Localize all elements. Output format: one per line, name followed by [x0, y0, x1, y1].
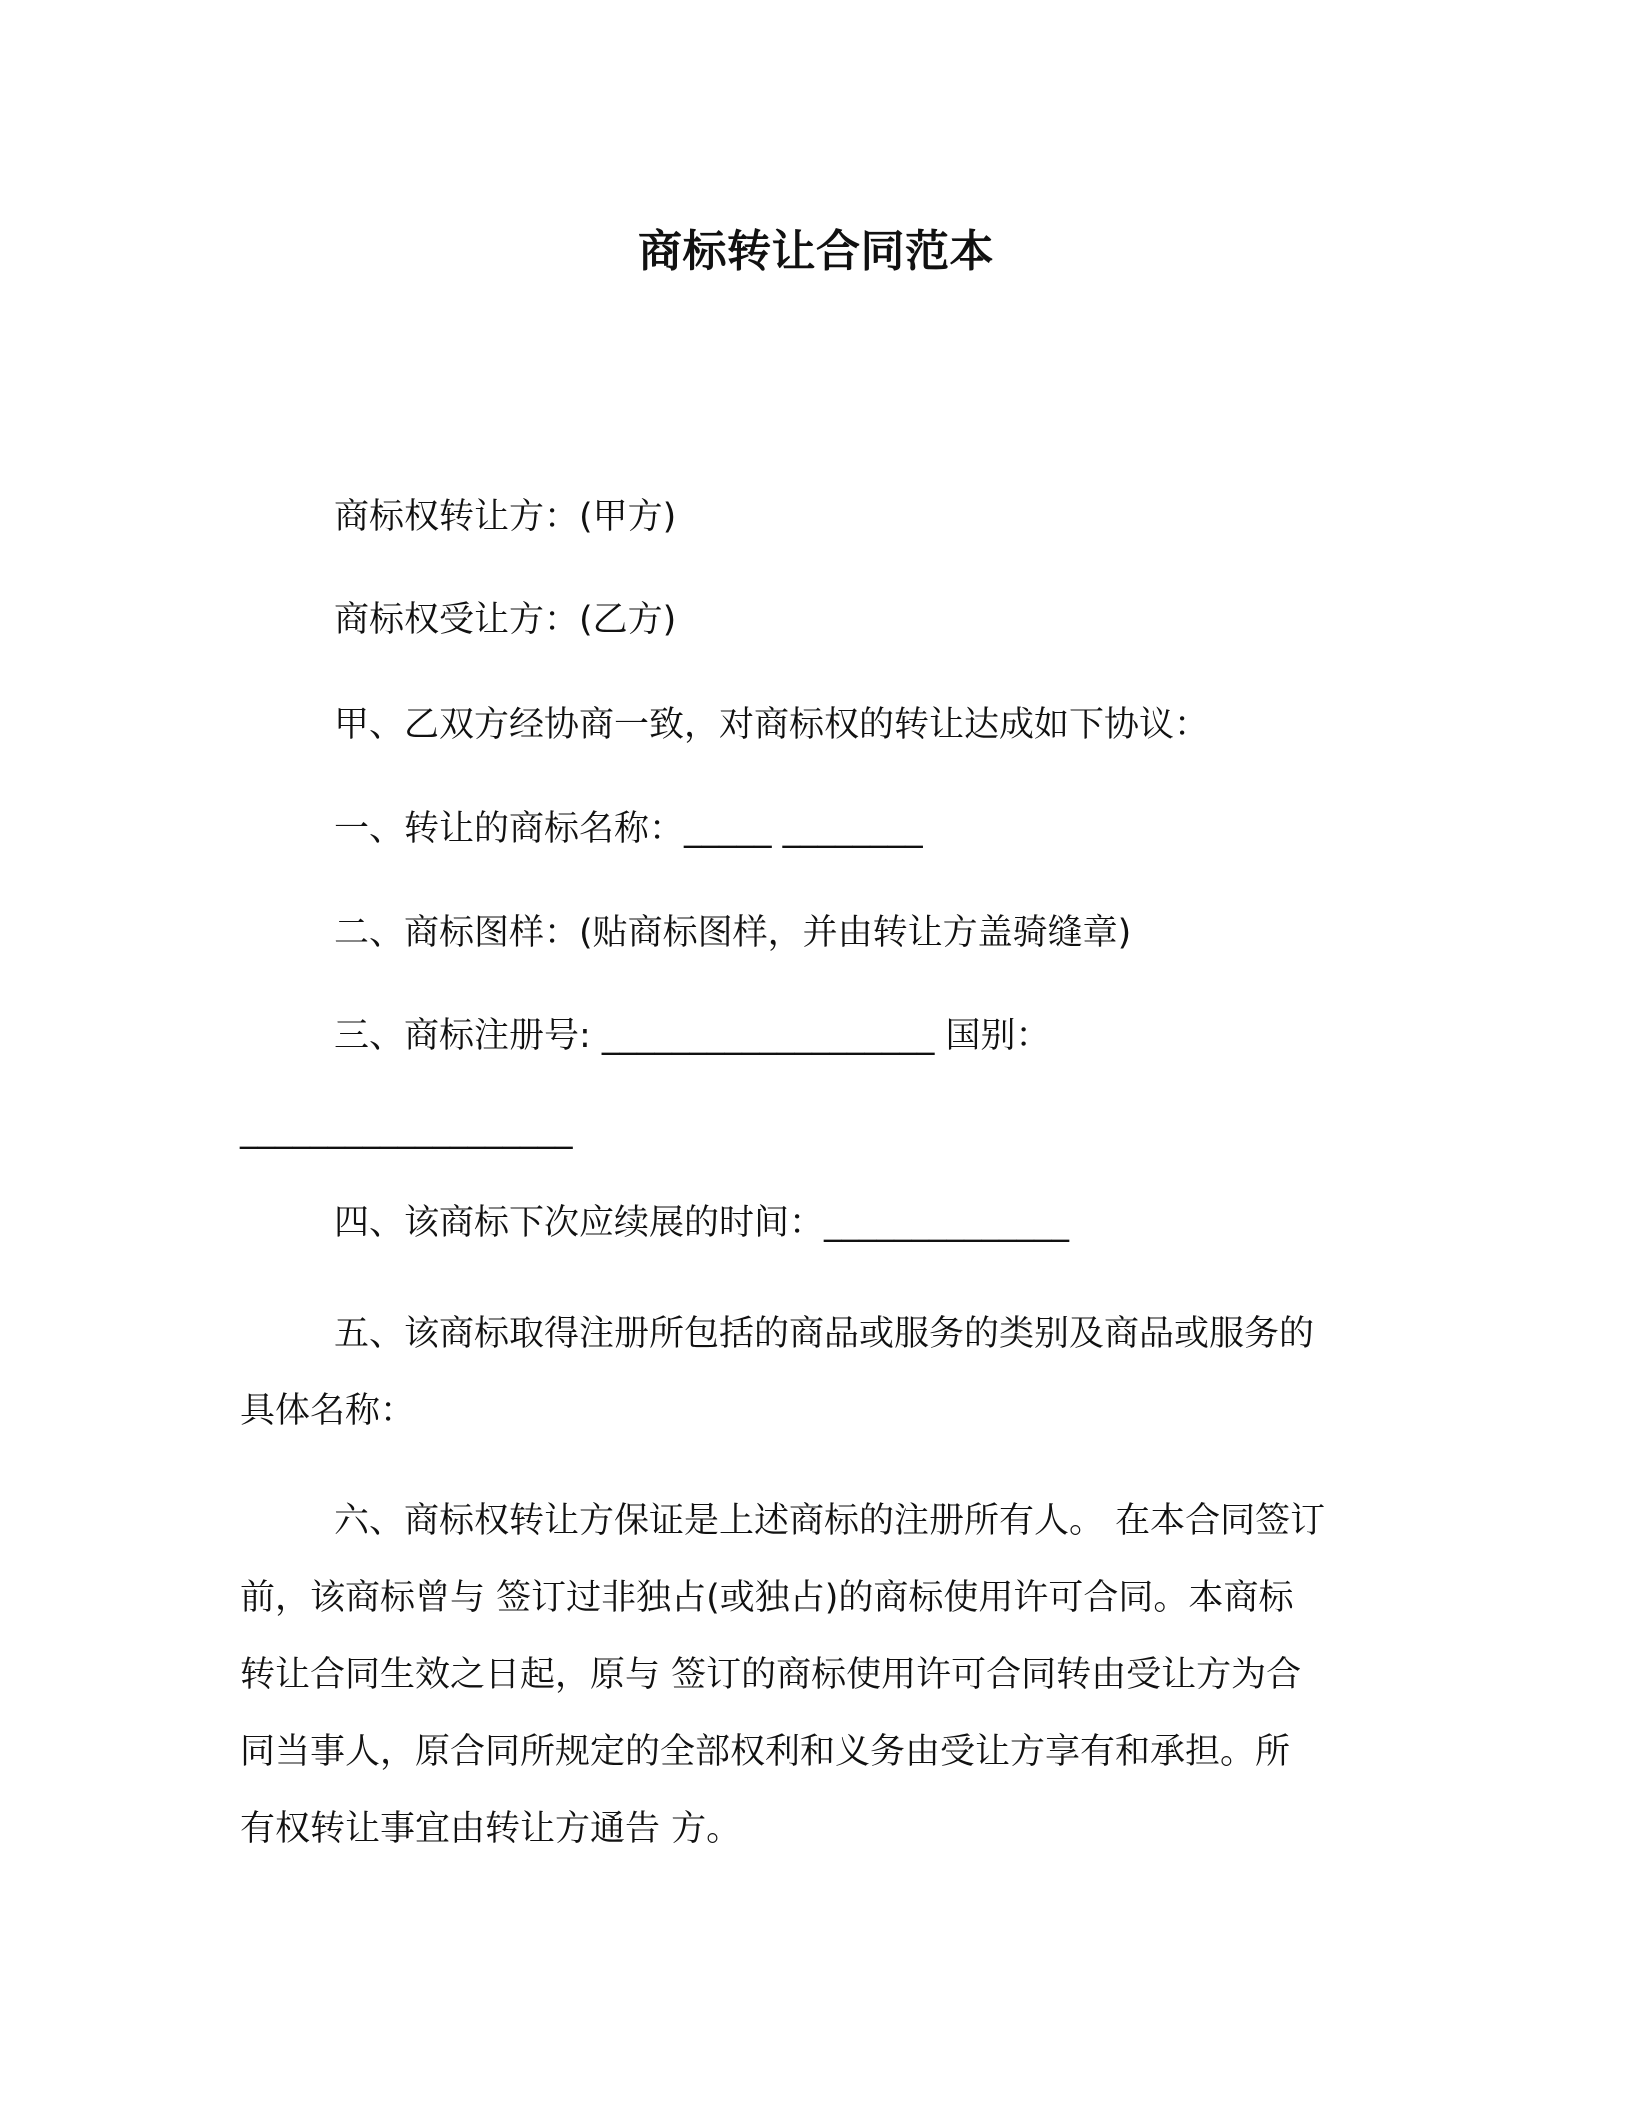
clause-5-line-1: 五、该商标取得注册所包括的商品或服务的类别及商品或服务的 [334, 1314, 1315, 1354]
clause-6-line-4: 同当事人，原合同所规定的全部权利和义务由受让方享有和承担。所 [240, 1732, 1291, 1772]
clause-6-line-3: 转让合同生效之日起，原与 签订的商标使用许可合同转由受让方为合 [240, 1655, 1302, 1695]
document-title: 商标转让合同范本 [638, 226, 994, 277]
clause-1-trademark-name: 一、转让的商标名称：_____ ________ [334, 809, 923, 849]
agreement-intro: 甲、乙双方经协商一致，对商标权的转让达成如下协议： [334, 705, 1210, 745]
clause-6-paragraph [240, 1483, 1385, 1868]
clause-3-registration-number: 三、商标注册号: ___________________ 国别： [334, 1016, 1051, 1056]
clause-2-trademark-sample: 二、商标图样：(贴商标图样，并由转让方盖骑缝章) [334, 913, 1132, 953]
transferor-line: 商标权转让方：(甲方) [334, 497, 677, 537]
clause-3-country-blank: ___________________ [240, 1110, 573, 1150]
transferee-line: 商标权受让方：(乙方) [334, 600, 677, 640]
clause-6-line-2: 前，该商标曾与 签订过非独占(或独占)的商标使用许可合同。本商标 [240, 1578, 1294, 1618]
clause-5-paragraph [240, 1296, 1385, 1450]
clause-4-renewal-time: 四、该商标下次应续展的时间：______________ [334, 1203, 1070, 1243]
clause-6-line-1: 六、商标权转让方保证是上述商标的注册所有人。 在本合同签订 [334, 1501, 1326, 1541]
clause-6-line-5: 有权转让事宜由转让方通告 方。 [240, 1809, 742, 1849]
clause-5-line-2: 具体名称： [240, 1391, 416, 1431]
